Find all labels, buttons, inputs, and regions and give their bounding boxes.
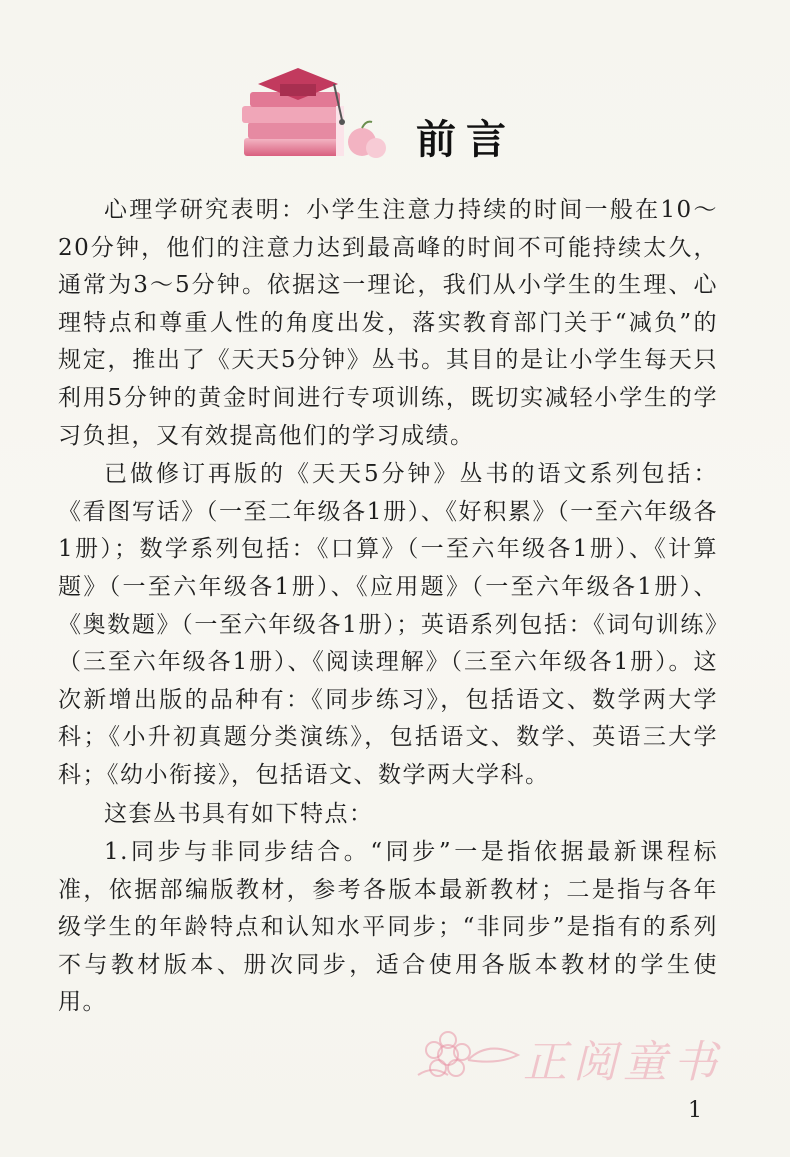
watermark-text: 正阅童书 [523,1037,723,1088]
preface-header [238,60,558,170]
page-number: 1 [688,1098,702,1123]
page-title: 前言 [416,117,516,163]
graduation-cap-books-icon [238,60,388,170]
preface-body [58,192,718,1023]
paragraph: 这套丛书具有如下特点： [104,800,374,827]
paragraph: 已做修订再版的《天天5分钟》丛书的语文系列包括：《看图写话》（一至二年级各1册）、《好积累》（一至六年级各1册）；数学系列包括：《口算》（一至六年级各1册）、《计算题》（一至六年级各1册）、《应用题》（一至六年级各1册）、《奥数题》（一至六年级各1册）；英语系列包括：《词句训练》（三至六年级各1册）、《阅读理解》（三至六年级各1册）。这次新增出版的品种有：《同步练习》，包括语文、数学两大学科；《小升初真题分类演练》，包括语文、数学、英语三大学科；《幼小衔接》，包括语文、数学两大学科。 [58,461,718,788]
paragraph: 1.同步与非同步结合。“同步”一是指依据最新课程标准，依据部编版教材，参考各版本最新教材；二是指与各年级学生的年龄特点和认知水平同步；“非同步”是指有的系列不与教材版本、册次同步，适合使用各版本教材的学生使用。 [58,839,718,1016]
watermark [408,1020,758,1090]
paragraph: 心理学研究表明：小学生注意力持续的时间一般在10～20分钟，他们的注意力达到最高峰的时间不可能持续太久，通常为3～5分钟。依据这一理论，我们从小学生的生理、心理特点和尊重人性的角度出发，落实教育部门关于“减负”的规定，推出了《天天5分钟》丛书。其目的是让小学生每天只利用5分钟的黄金时间进行专项训练，既切实减轻小学生的学习负担，又有效提高他们的学习成绩。 [58,197,718,449]
flower-icon [408,1020,538,1090]
